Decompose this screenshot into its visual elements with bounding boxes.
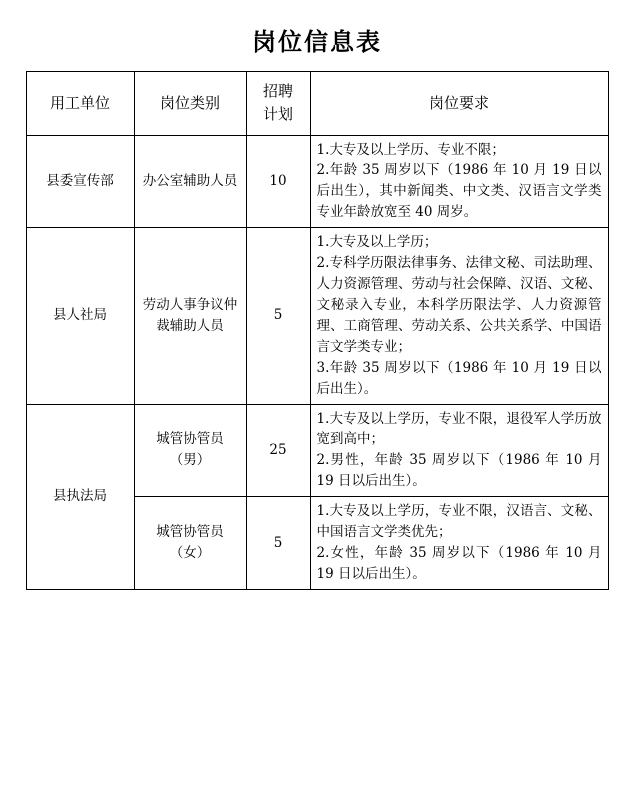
table-row — [26, 404, 608, 497]
cell-requirements — [310, 497, 608, 590]
cell-unit: 县执法局 — [26, 404, 134, 589]
cell-category: 城管协管员（女） — [134, 497, 246, 590]
cell-plan: 5 — [246, 228, 310, 404]
cell-plan: 25 — [246, 404, 310, 497]
cell-category: 办公室辅助人员 — [134, 135, 246, 228]
requirement-line: 2.女性，年龄 35 周岁以下（1986 年 10 月 19 日以后出生）。 — [316, 545, 602, 583]
cell-category: 城管协管员（男） — [134, 404, 246, 497]
column-header-plan — [246, 72, 310, 136]
column-header-requirements: 岗位要求 — [310, 72, 608, 136]
cell-requirements — [310, 135, 608, 228]
cell-unit: 县委宣传部 — [26, 135, 134, 228]
table-header-row — [26, 72, 608, 136]
cell-category: 劳动人事争议仲裁辅助人员 — [134, 228, 246, 404]
table-row — [26, 135, 608, 228]
requirement-line: 2.年龄 35 周岁以下（1986 年 10 月 19 日以后出生），其中新闻类、中文类、汉语言文学类专业年龄放宽至 40 周岁。 — [316, 162, 602, 221]
page-title: 岗位信息表 — [252, 27, 382, 56]
requirement-line: 3.年龄 35 周岁以下（1986 年 10 月 19 日以后出生）。 — [316, 359, 602, 397]
cell-plan: 10 — [246, 135, 310, 228]
requirement-line: 1.大专及以上学历，专业不限，汉语言、文秘、中国语言文学类优先； — [316, 503, 602, 541]
column-header-plan-line1: 招聘 — [262, 82, 293, 100]
column-header-plan-line2: 计划 — [262, 105, 293, 124]
cell-plan: 5 — [246, 497, 310, 590]
document-page — [0, 22, 634, 809]
cell-unit: 县人社局 — [26, 228, 134, 404]
column-header-unit: 用工单位 — [26, 72, 134, 136]
job-information-table — [26, 71, 609, 590]
requirement-line: 1.大专及以上学历、专业不限； — [316, 141, 505, 158]
cell-requirements — [310, 228, 608, 404]
requirement-line: 1.大专及以上学历，专业不限，退役军人学历放宽到高中； — [316, 410, 602, 448]
table-row — [26, 228, 608, 404]
requirement-line: 2.专科学历限法律事务、法律文秘、司法助理、人力资源管理、劳动与社会保障、汉语、文秘、文秘录入专业，本科学历限法学、人力资源管理、工商管理、劳动关系、公共关系学、中国语言文学类专业； — [316, 255, 602, 355]
cell-requirements — [310, 404, 608, 497]
column-header-category: 岗位类别 — [134, 72, 246, 136]
requirement-line: 2.男性，年龄 35 周岁以下（1986 年 10 月 19 日以后出生）。 — [316, 452, 602, 490]
requirement-line: 1.大专及以上学历； — [316, 234, 438, 251]
